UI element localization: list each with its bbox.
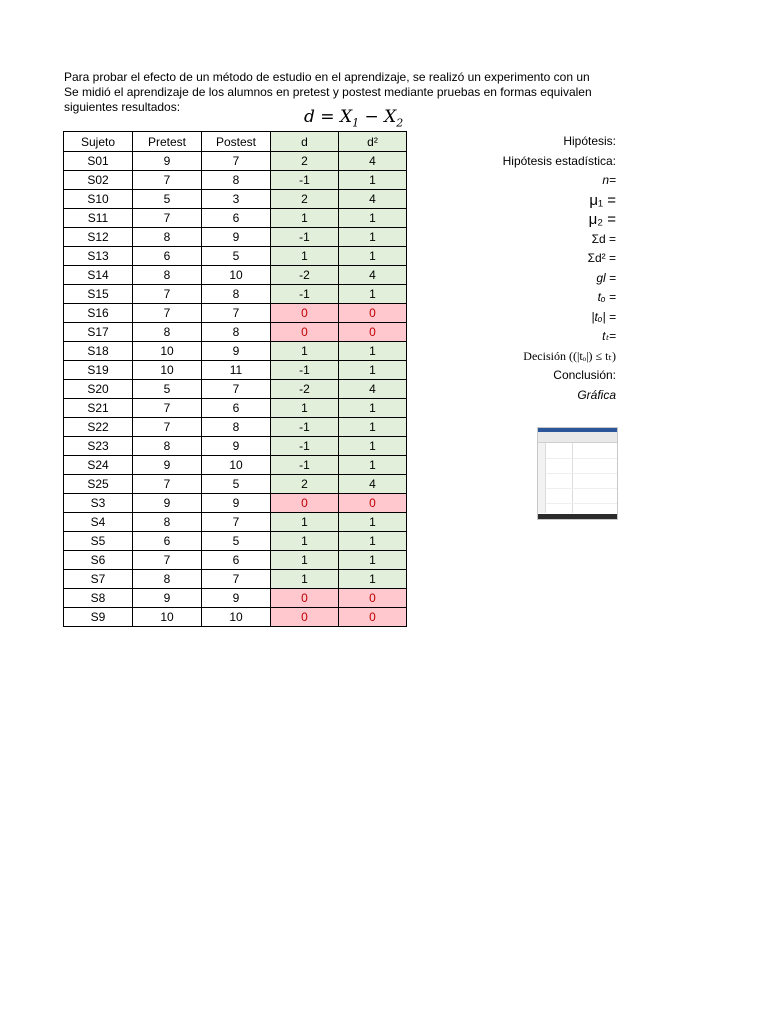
cell-d[interactable]: -2 [271, 266, 339, 285]
cell-pretest[interactable]: 9 [133, 589, 202, 608]
cell-postest[interactable]: 8 [202, 323, 271, 342]
cell-d[interactable]: 1 [271, 551, 339, 570]
cell-postest[interactable]: 9 [202, 228, 271, 247]
cell-pretest[interactable]: 10 [133, 342, 202, 361]
stats-panel [503, 132, 616, 405]
cell-sujeto[interactable]: S13 [64, 247, 133, 266]
label-grafica[interactable]: Gráfica [577, 387, 616, 402]
cell-d[interactable]: 2 [271, 152, 339, 171]
thumb-gridline [546, 473, 617, 474]
cell-sujeto[interactable]: S24 [64, 456, 133, 475]
cell-d-squared[interactable]: 1 [339, 342, 407, 361]
cell-d-squared[interactable]: 1 [339, 437, 407, 456]
cell-d-squared[interactable]: 0 [339, 494, 407, 513]
header-d[interactable]: d [271, 132, 339, 152]
cell-d[interactable]: 0 [271, 608, 339, 627]
cell-d[interactable]: -1 [271, 456, 339, 475]
cell-postest[interactable]: 8 [202, 418, 271, 437]
intro-line-1: Para probar el efecto de un método de estudio en el aprendizaje, se realizó un experimento con un [64, 70, 590, 84]
cell-postest[interactable]: 5 [202, 247, 271, 266]
cell-d[interactable]: 1 [271, 247, 339, 266]
cell-d-squared[interactable]: 1 [339, 456, 407, 475]
cell-d-squared[interactable]: 0 [339, 589, 407, 608]
cell-sujeto[interactable]: S17 [64, 323, 133, 342]
label-gl[interactable]: gl = [596, 270, 616, 285]
cell-d-squared[interactable]: 1 [339, 418, 407, 437]
cell-d[interactable]: 1 [271, 342, 339, 361]
cell-sujeto[interactable]: S01 [64, 152, 133, 171]
cell-pretest[interactable]: 7 [133, 209, 202, 228]
cell-sujeto[interactable]: S18 [64, 342, 133, 361]
cell-pretest[interactable]: 6 [133, 247, 202, 266]
formula-equals: = [314, 107, 340, 127]
header-postest[interactable]: Postest [202, 132, 271, 152]
cell-pretest[interactable]: 9 [133, 152, 202, 171]
cell-postest[interactable]: 9 [202, 589, 271, 608]
cell-d-squared[interactable]: 1 [339, 399, 407, 418]
table-row [64, 589, 407, 608]
label-hipotesis-estadistica[interactable]: Hipótesis estadística: [502, 153, 616, 168]
cell-d-squared[interactable]: 1 [339, 247, 407, 266]
table-row [64, 247, 407, 266]
cell-pretest[interactable]: 8 [133, 437, 202, 456]
cell-postest[interactable]: 11 [202, 361, 271, 380]
cell-postest[interactable]: 9 [202, 494, 271, 513]
cell-sujeto[interactable]: S3 [64, 494, 133, 513]
cell-d-squared[interactable]: 4 [339, 475, 407, 494]
header-pretest[interactable]: Pretest [133, 132, 202, 152]
cell-pretest[interactable]: 10 [133, 608, 202, 627]
cell-d[interactable]: 0 [271, 589, 339, 608]
cell-postest[interactable]: 8 [202, 171, 271, 190]
cell-d-squared[interactable]: 1 [339, 532, 407, 551]
cell-d[interactable]: -1 [271, 418, 339, 437]
cell-d-squared[interactable]: 1 [339, 285, 407, 304]
cell-pretest[interactable]: 8 [133, 513, 202, 532]
table-row [64, 551, 407, 570]
cell-sujeto[interactable]: S9 [64, 608, 133, 627]
cell-d-squared[interactable]: 0 [339, 608, 407, 627]
formula-sub-2: 2 [396, 116, 404, 130]
cell-postest[interactable]: 9 [202, 342, 271, 361]
label-to[interactable]: tₒ = [597, 290, 616, 304]
label-abs-to[interactable]: |tₒ| = [591, 309, 616, 324]
table-row [64, 266, 407, 285]
cell-pretest[interactable]: 5 [133, 380, 202, 399]
table-row [64, 304, 407, 323]
cell-sujeto[interactable]: S20 [64, 380, 133, 399]
cell-pretest[interactable]: 7 [133, 399, 202, 418]
cell-d[interactable]: -1 [271, 171, 339, 190]
table-row [64, 532, 407, 551]
table-row [64, 323, 407, 342]
formula-x2: X [384, 107, 397, 127]
cell-sujeto[interactable]: S15 [64, 285, 133, 304]
table-row [64, 285, 407, 304]
thumb-status-bar [538, 514, 617, 519]
cell-sujeto[interactable]: S02 [64, 171, 133, 190]
label-conclusion[interactable]: Conclusión: [553, 368, 616, 382]
cell-pretest[interactable]: 8 [133, 323, 202, 342]
cell-d[interactable]: 0 [271, 494, 339, 513]
cell-d-squared[interactable]: 4 [339, 380, 407, 399]
label-hipotesis[interactable]: Hipótesis: [563, 134, 616, 148]
table-body [64, 152, 407, 627]
cell-d-squared[interactable]: 1 [339, 209, 407, 228]
cell-postest[interactable]: 7 [202, 152, 271, 171]
table-row [64, 152, 407, 171]
cell-sujeto[interactable]: S21 [64, 399, 133, 418]
label-sum-d[interactable]: Σd = [591, 231, 616, 246]
cell-postest[interactable]: 9 [202, 437, 271, 456]
cell-postest[interactable]: 5 [202, 475, 271, 494]
cell-d[interactable]: 1 [271, 570, 339, 589]
cell-d-squared[interactable]: 4 [339, 266, 407, 285]
table-row [64, 437, 407, 456]
label-mu1[interactable]: μ₁ = [589, 191, 616, 209]
cell-d-squared[interactable]: 4 [339, 152, 407, 171]
cell-pretest[interactable]: 5 [133, 190, 202, 209]
cell-d-squared[interactable]: 0 [339, 323, 407, 342]
table-header-row [64, 132, 407, 152]
table-row [64, 456, 407, 475]
table-row [64, 608, 407, 627]
cell-postest[interactable]: 6 [202, 399, 271, 418]
label-tt[interactable]: tₜ= [602, 329, 616, 343]
cell-sujeto[interactable]: S12 [64, 228, 133, 247]
header-sujeto[interactable]: Sujeto [64, 132, 133, 152]
cell-d-squared[interactable]: 1 [339, 513, 407, 532]
cell-sujeto[interactable]: S14 [64, 266, 133, 285]
cell-sujeto[interactable]: S25 [64, 475, 133, 494]
cell-postest[interactable]: 7 [202, 304, 271, 323]
label-sum-d2[interactable]: Σd² = [587, 251, 616, 265]
cell-sujeto[interactable]: S4 [64, 513, 133, 532]
cell-pretest[interactable]: 10 [133, 361, 202, 380]
cell-d-squared[interactable]: 4 [339, 190, 407, 209]
cell-d[interactable]: 1 [271, 513, 339, 532]
cell-sujeto[interactable]: S7 [64, 570, 133, 589]
cell-d[interactable]: -1 [271, 285, 339, 304]
cell-postest[interactable]: 6 [202, 209, 271, 228]
cell-d-squared[interactable]: 1 [339, 361, 407, 380]
cell-sujeto[interactable]: S11 [64, 209, 133, 228]
formula-minus: − [359, 107, 385, 127]
cell-pretest[interactable]: 9 [133, 456, 202, 475]
cell-postest[interactable]: 7 [202, 570, 271, 589]
table-row [64, 342, 407, 361]
cell-postest[interactable]: 5 [202, 532, 271, 551]
intro-line-2: Se midió el aprendizaje de los alumnos en pretest y postest mediante pruebas en formas equivalen [64, 85, 592, 99]
cell-d[interactable]: 2 [271, 475, 339, 494]
cell-sujeto[interactable]: S10 [64, 190, 133, 209]
cell-postest[interactable]: 6 [202, 551, 271, 570]
cell-d-squared[interactable]: 1 [339, 171, 407, 190]
header-d-squared[interactable]: d² [339, 132, 407, 152]
intro-line-3: siguientes resultados: [64, 100, 181, 114]
cell-pretest[interactable]: 8 [133, 228, 202, 247]
label-decision[interactable]: Decisión ((|tₒ|) ≤ tₜ) [523, 348, 616, 363]
cell-sujeto[interactable]: S16 [64, 304, 133, 323]
cell-d-squared[interactable]: 1 [339, 228, 407, 247]
thumb-gridline [546, 458, 617, 459]
cell-postest[interactable]: 10 [202, 608, 271, 627]
cell-sujeto[interactable]: S23 [64, 437, 133, 456]
thumb-gridline [546, 503, 617, 504]
cell-postest[interactable]: 10 [202, 456, 271, 475]
formula-sub-1: 1 [352, 116, 360, 130]
cell-pretest[interactable]: 7 [133, 475, 202, 494]
table-row [64, 475, 407, 494]
cell-pretest[interactable]: 7 [133, 551, 202, 570]
label-mu2[interactable]: μ₂ = [588, 211, 616, 228]
cell-d[interactable]: -1 [271, 361, 339, 380]
table-row [64, 171, 407, 190]
cell-pretest[interactable]: 6 [133, 532, 202, 551]
formula-x1: X [339, 107, 353, 127]
cell-sujeto[interactable]: S8 [64, 589, 133, 608]
cell-d-squared[interactable]: 1 [339, 570, 407, 589]
cell-d[interactable]: 1 [271, 209, 339, 228]
cell-pretest[interactable]: 7 [133, 171, 202, 190]
thumb-ribbon [538, 432, 617, 443]
cell-d[interactable]: 0 [271, 304, 339, 323]
scores-table [63, 131, 407, 627]
embedded-screenshot-image[interactable] [537, 427, 618, 520]
cell-postest[interactable]: 7 [202, 380, 271, 399]
cell-postest[interactable]: 8 [202, 285, 271, 304]
cell-d[interactable]: -1 [271, 228, 339, 247]
table-row [64, 380, 407, 399]
cell-sujeto[interactable]: S6 [64, 551, 133, 570]
thumb-gridline [546, 488, 617, 489]
cell-d-squared[interactable]: 1 [339, 551, 407, 570]
table-row [64, 513, 407, 532]
cell-postest[interactable]: 3 [202, 190, 271, 209]
cell-pretest[interactable]: 7 [133, 304, 202, 323]
table-row [64, 399, 407, 418]
cell-d[interactable]: 0 [271, 323, 339, 342]
cell-pretest[interactable]: 8 [133, 266, 202, 285]
table-row [64, 228, 407, 247]
difference-formula [304, 107, 403, 129]
cell-d[interactable]: -1 [271, 437, 339, 456]
table-row [64, 570, 407, 589]
cell-d-squared[interactable]: 0 [339, 304, 407, 323]
table-row [64, 361, 407, 380]
cell-pretest[interactable]: 7 [133, 418, 202, 437]
cell-d[interactable]: 1 [271, 532, 339, 551]
cell-postest[interactable]: 10 [202, 266, 271, 285]
table-row [64, 190, 407, 209]
cell-d[interactable]: 1 [271, 399, 339, 418]
formula-d: d [304, 107, 315, 127]
table-row [64, 418, 407, 437]
thumb-row-headers [538, 443, 546, 513]
cell-pretest[interactable]: 7 [133, 285, 202, 304]
cell-sujeto[interactable]: S5 [64, 532, 133, 551]
cell-pretest[interactable]: 8 [133, 570, 202, 589]
cell-d[interactable]: -2 [271, 380, 339, 399]
cell-sujeto[interactable]: S19 [64, 361, 133, 380]
table-row [64, 494, 407, 513]
cell-sujeto[interactable]: S22 [64, 418, 133, 437]
table-row [64, 209, 407, 228]
cell-d[interactable]: 2 [271, 190, 339, 209]
cell-pretest[interactable]: 9 [133, 494, 202, 513]
cell-postest[interactable]: 7 [202, 513, 271, 532]
label-n[interactable]: n= [602, 173, 616, 187]
